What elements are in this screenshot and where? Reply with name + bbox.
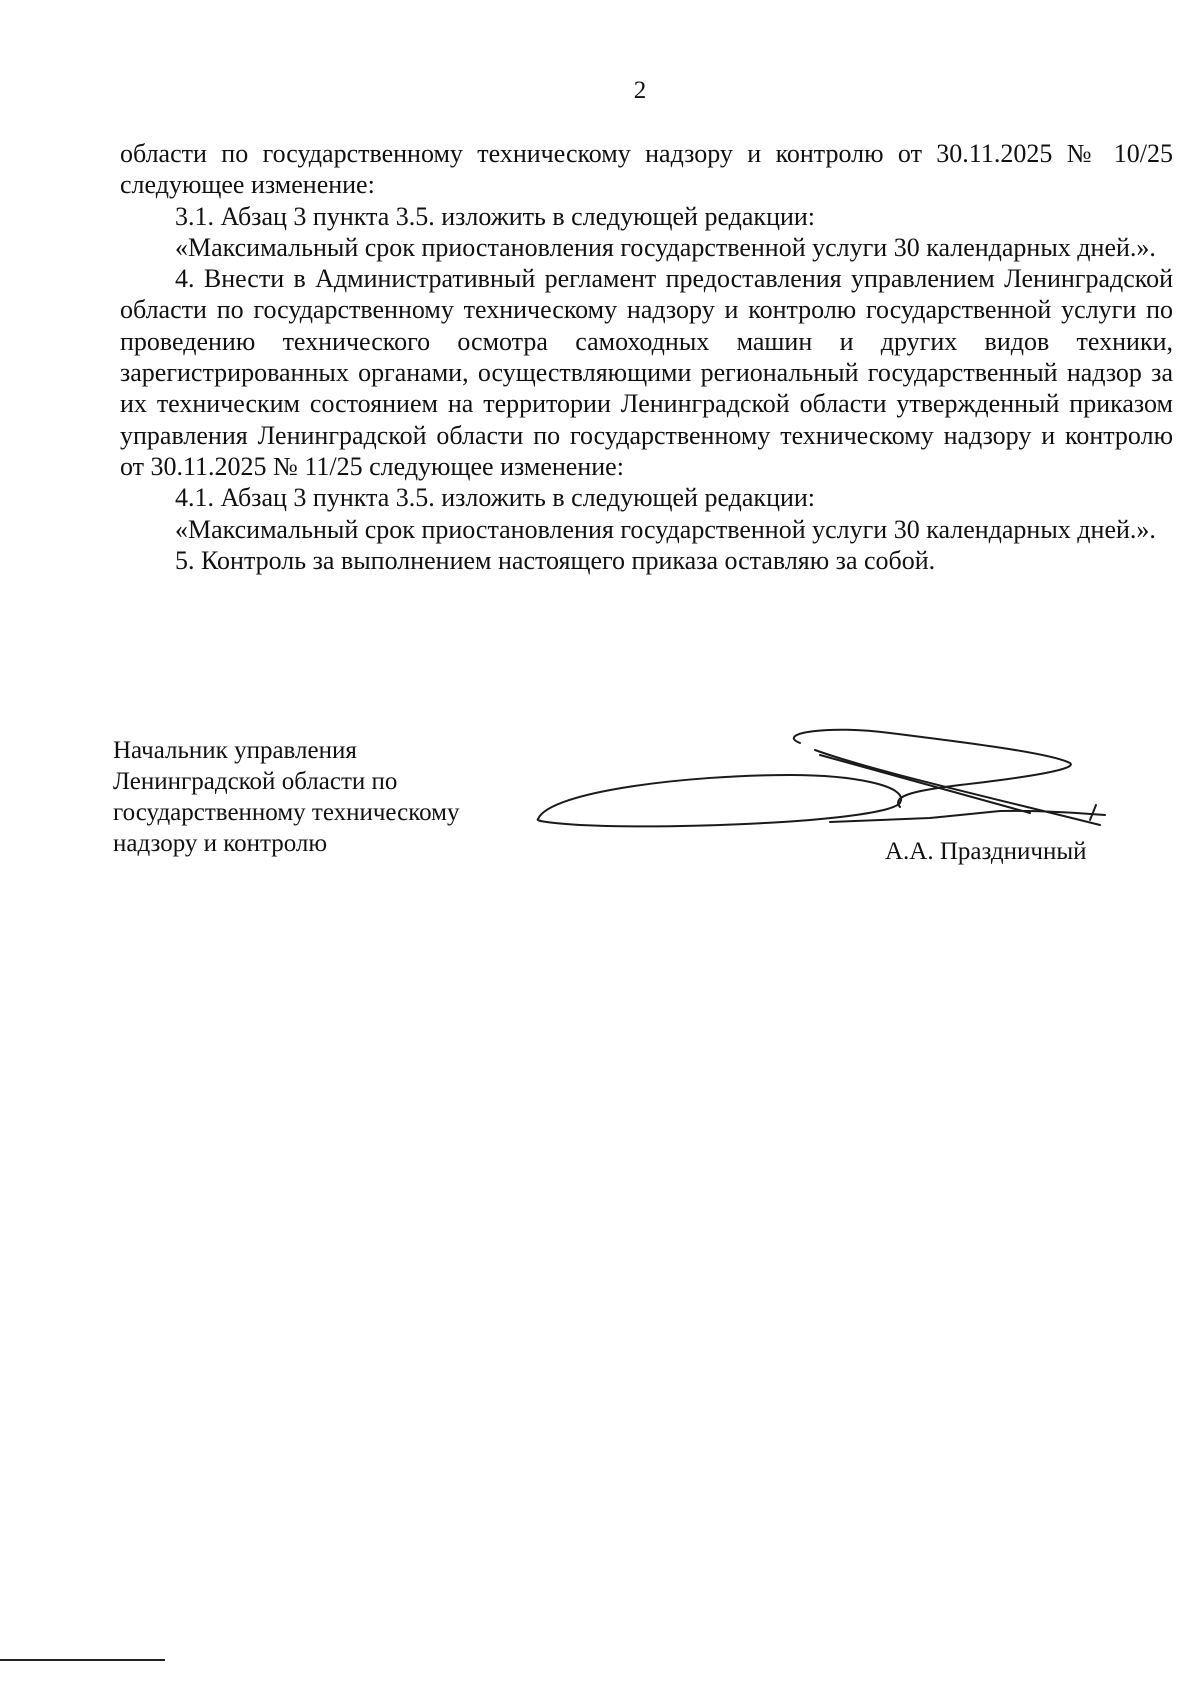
signer-name: А.А. Праздничный <box>885 838 1087 865</box>
footer-divider <box>0 1659 165 1661</box>
signer-title <box>113 735 459 859</box>
paragraph-item-4-1: 4.1. Абзац 3 пункта 3.5. изложить в следующей редакции: <box>175 483 816 513</box>
page-number: 2 <box>633 77 647 104</box>
paragraph-item-4: 4. Внести в Административный регламент предоставления управлением Ленинградской области по государственному техническому надзору и контролю государственной услуги по проведению технического осмотра самоходных машин и других видов техники, зарегистрированных органами, осуществляющими региональный государственный надзор за их техническим состоянием на территории Ленинградской области утвержденный приказом управления Ленинградской области по государственному техническому надзору и контролю от 30.11.2025 № 11/25 следующее изменение: <box>120 264 1173 481</box>
signer-title-line: Начальник управления <box>113 737 357 764</box>
paragraph-amendment-intro: области по государственному техническому надзору и контролю от 30.11.2025 № 10/25 следующее изменение: <box>120 139 1173 200</box>
paragraph-quote-4-1: «Максимальный срок приостановления государственной услуги 30 календарных дней.». <box>175 514 1156 544</box>
paragraph-item-5: 5. Контроль за выполнением настоящего приказа оставляю за собой. <box>175 545 936 575</box>
document-body <box>120 138 1173 576</box>
signer-title-line: Ленинградской области по <box>113 768 398 795</box>
paragraph-quote-3-1: «Максимальный срок приостановления государственной услуги 30 календарных дней.». <box>175 232 1156 262</box>
signer-title-line: государственному техническому <box>113 799 460 826</box>
handwritten-signature <box>530 725 1120 835</box>
paragraph-item-3-1: 3.1. Абзац 3 пункта 3.5. изложить в следующей редакции: <box>175 201 816 231</box>
signer-title-line: надзору и контролю <box>113 830 328 857</box>
